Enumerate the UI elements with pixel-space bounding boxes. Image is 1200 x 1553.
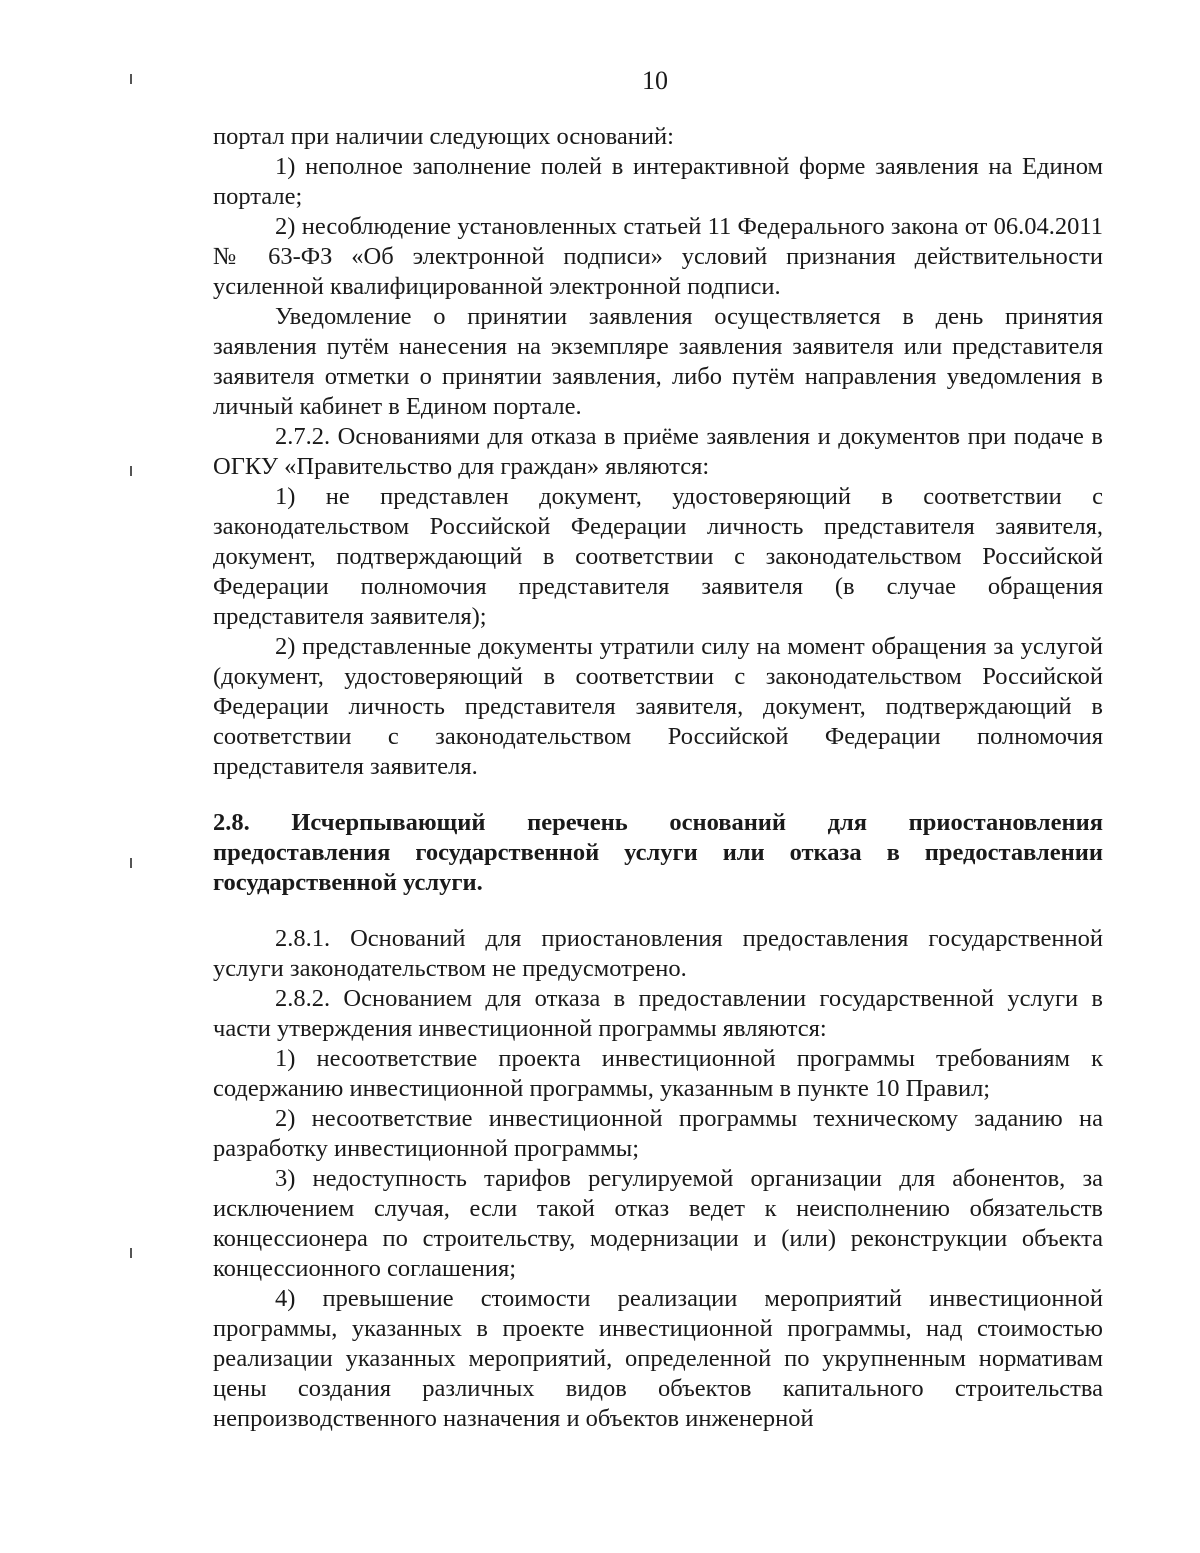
paragraph: 2.7.2. Основаниями для отказа в приёме заявления и документов при подаче в ОГКУ «Правительство для граждан» являются: (213, 423, 1103, 480)
paragraph: 2) несоблюдение установленных статьей 11 Федерального закона от 06.04.2011 № 63-ФЗ «Об электронной подписи» условий признания действительности усиленной квалифицированной электронной подписи. (213, 213, 1103, 300)
page-number: 10 (642, 66, 668, 95)
document-body-top (213, 122, 1103, 782)
document-body-bottom (213, 924, 1103, 1434)
margin-mark (130, 1248, 132, 1258)
paragraph: 2) представленные документы утратили силу на момент обращения за услугой (документ, удостоверяющий в соответствии с законодательством Российской Федерации личность представителя заявителя, документ, подтверждающий в соответствии с законодательством Российской Федерации полномочия представителя заявителя. (213, 633, 1103, 780)
paragraph: 2.8.1. Оснований для приостановления предоставления государственной услуги законодательством не предусмотрено. (213, 925, 1103, 982)
paragraph: Уведомление о принятии заявления осуществляется в день принятия заявления путём нанесения на экземпляре заявления заявителя или представителя заявителя отметки о принятии заявления, либо путём направления уведомления в личный кабинет в Едином портале. (213, 303, 1103, 420)
paragraph: 4) превышение стоимости реализации мероприятий инвестиционной программы, указанных в проекте инвестиционной программы, над стоимостью реализации указанных мероприятий, определенной по укрупненным нормативам цены создания различных видов объектов капитального строительства непроизводственного назначения и объектов инженерной (213, 1285, 1103, 1432)
margin-mark (130, 466, 132, 476)
paragraph: портал при наличии следующих оснований: (213, 123, 674, 150)
paragraph: 2) несоответствие инвестиционной программы техническому заданию на разработку инвестиционной программы; (213, 1105, 1103, 1162)
section-heading: 2.8. Исчерпывающий перечень оснований для приостановления предоставления государственной услуги или отказа в предоставлении государственной услуги. (213, 809, 1103, 896)
paragraph: 3) недоступность тарифов регулируемой организации для абонентов, за исключением случая, если такой отказ ведет к неисполнению обязательств концессионера по строительству, модернизации и (или) реконструкции объекта концессионного соглашения; (213, 1165, 1103, 1282)
paragraph: 1) неполное заполнение полей в интерактивной форме заявления на Едином портале; (213, 153, 1103, 210)
paragraph: 1) не представлен документ, удостоверяющий в соответствии с законодательством Российской Федерации личность представителя заявителя, документ, подтверждающий в соответствии с законодательством Российской Федерации полномочия представителя заявителя (в случае обращения представителя заявителя); (213, 483, 1103, 630)
margin-mark (130, 858, 132, 868)
margin-mark (130, 74, 132, 84)
paragraph: 2.8.2. Основанием для отказа в предоставлении государственной услуги в части утверждения инвестиционной программы являются: (213, 985, 1103, 1042)
section-heading-block (213, 808, 1103, 898)
paragraph: 1) несоответствие проекта инвестиционной программы требованиям к содержанию инвестиционной программы, указанным в пункте 10 Правил; (213, 1045, 1103, 1102)
